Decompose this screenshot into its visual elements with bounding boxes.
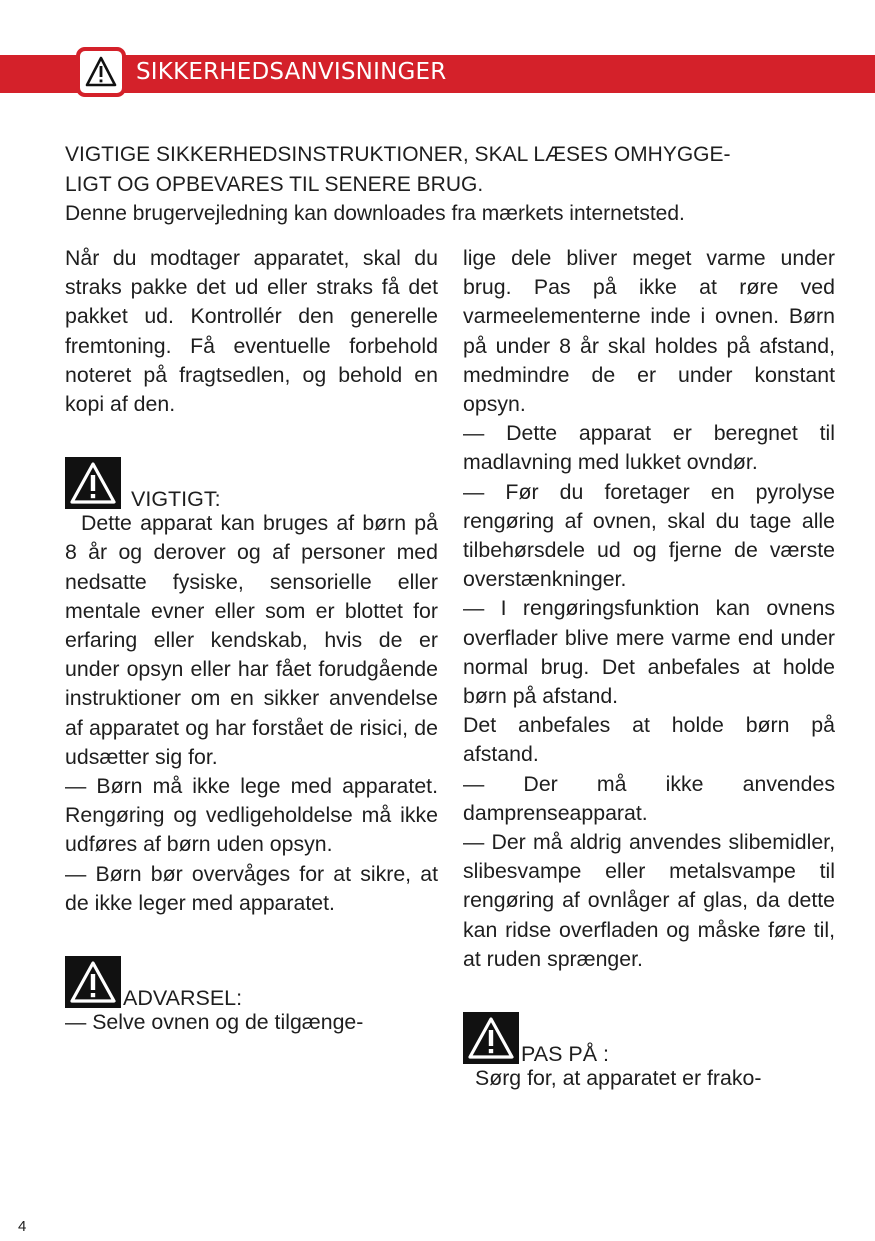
unpacking-paragraph: Når du modtager apparatet, skal du straks pakke det ud eller straks få det pakket ud. Kontrollér den generelle fremtoning. Få eventuelle forbehold noteret på fragtsedlen, og behold en kopi af den. [65, 246, 438, 417]
right-item-4: Det anbefales at holde børn på afstand. [463, 713, 835, 767]
right-paragraph-1: lige dele bliver meget varme under brug. Pas på ikke at røre ved varmeelementerne inde i ovnen. Børn på under 8 år skal holdes på afstand, medmindre de er under konstant opsyn. [463, 246, 835, 417]
left-column [65, 244, 438, 1037]
pas-paa-text: Sørg for, at apparatet er frako- [475, 1066, 762, 1091]
intro-line-3: Denne brugervejledning kan downloades fra mærkets internetsted. [65, 202, 685, 225]
right-item-2: — Før du foretager en pyrolyse rengøring af ovnen, skal du tage alle tilbehørsdele ud og fjerne de værste overstænkninger. [463, 479, 835, 592]
right-item-3: — I rengøringsfunktion kan ovnens overflader blive mere varme end under normal brug. Det anbefales at holde børn på afstand. [463, 596, 835, 709]
warning-icon [463, 1012, 519, 1064]
right-item-1: — Dette apparat er beregnet til madlavning med lukket ovndør. [463, 421, 835, 475]
right-item-6: — Der må aldrig anvendes slibemidler, slibesvampe eller metalsvampe til rengøring af ovnlåger af glas, da dette kan ridse overfladen og måske føre til, at ruden sprænger. [463, 830, 835, 971]
intro-line-2: LIGT OG OPBEVARES TIL SENERE BRUG. [65, 172, 484, 196]
vigtigt-label: VIGTIGT: [131, 487, 221, 512]
right-column [463, 244, 835, 1093]
advarsel-label: ADVARSEL: [123, 986, 243, 1011]
pas-paa-heading [463, 1012, 835, 1067]
intro-line-1: VIGTIGE SIKKERHEDSINSTRUKTIONER, SKAL LÆSES OMHYGGE- [65, 143, 731, 166]
warning-icon [65, 956, 121, 1008]
left-item-1: — Børn må ikke lege med apparatet. Rengøring og vedligeholdelse må ikke udføres af børn uden opsyn. [65, 774, 438, 857]
section-title: SIKKERHEDSANVISNINGER [136, 59, 447, 85]
right-item-5: — Der må ikke anvendes damprenseapparat. [463, 771, 835, 825]
warning-triangle-icon [76, 47, 126, 97]
advarsel-heading [65, 956, 438, 1011]
vigtigt-heading [65, 457, 438, 512]
page-number: 4 [18, 1218, 27, 1235]
left-item-2: — Børn bør overvåges for at sikre, at de ikke leger med apparatet. [65, 861, 438, 915]
pas-paa-label: PAS PÅ : [521, 1042, 610, 1067]
vigtigt-text: Dette apparat kan bruges af børn på 8 år og derover og af personer med nedsatte fysiske, sensorielle eller mentale evner eller som er blottet for erfaring eller kendskab, hvis de er under opsyn eller har fået forudgående instruktioner om en sikker anvendelse af apparatet og har forstået de risici, de udsætter sig for. [65, 511, 438, 769]
advarsel-text: — Selve ovnen og de tilgænge- [65, 1010, 364, 1035]
warning-icon [65, 457, 121, 509]
intro-block [65, 140, 845, 229]
